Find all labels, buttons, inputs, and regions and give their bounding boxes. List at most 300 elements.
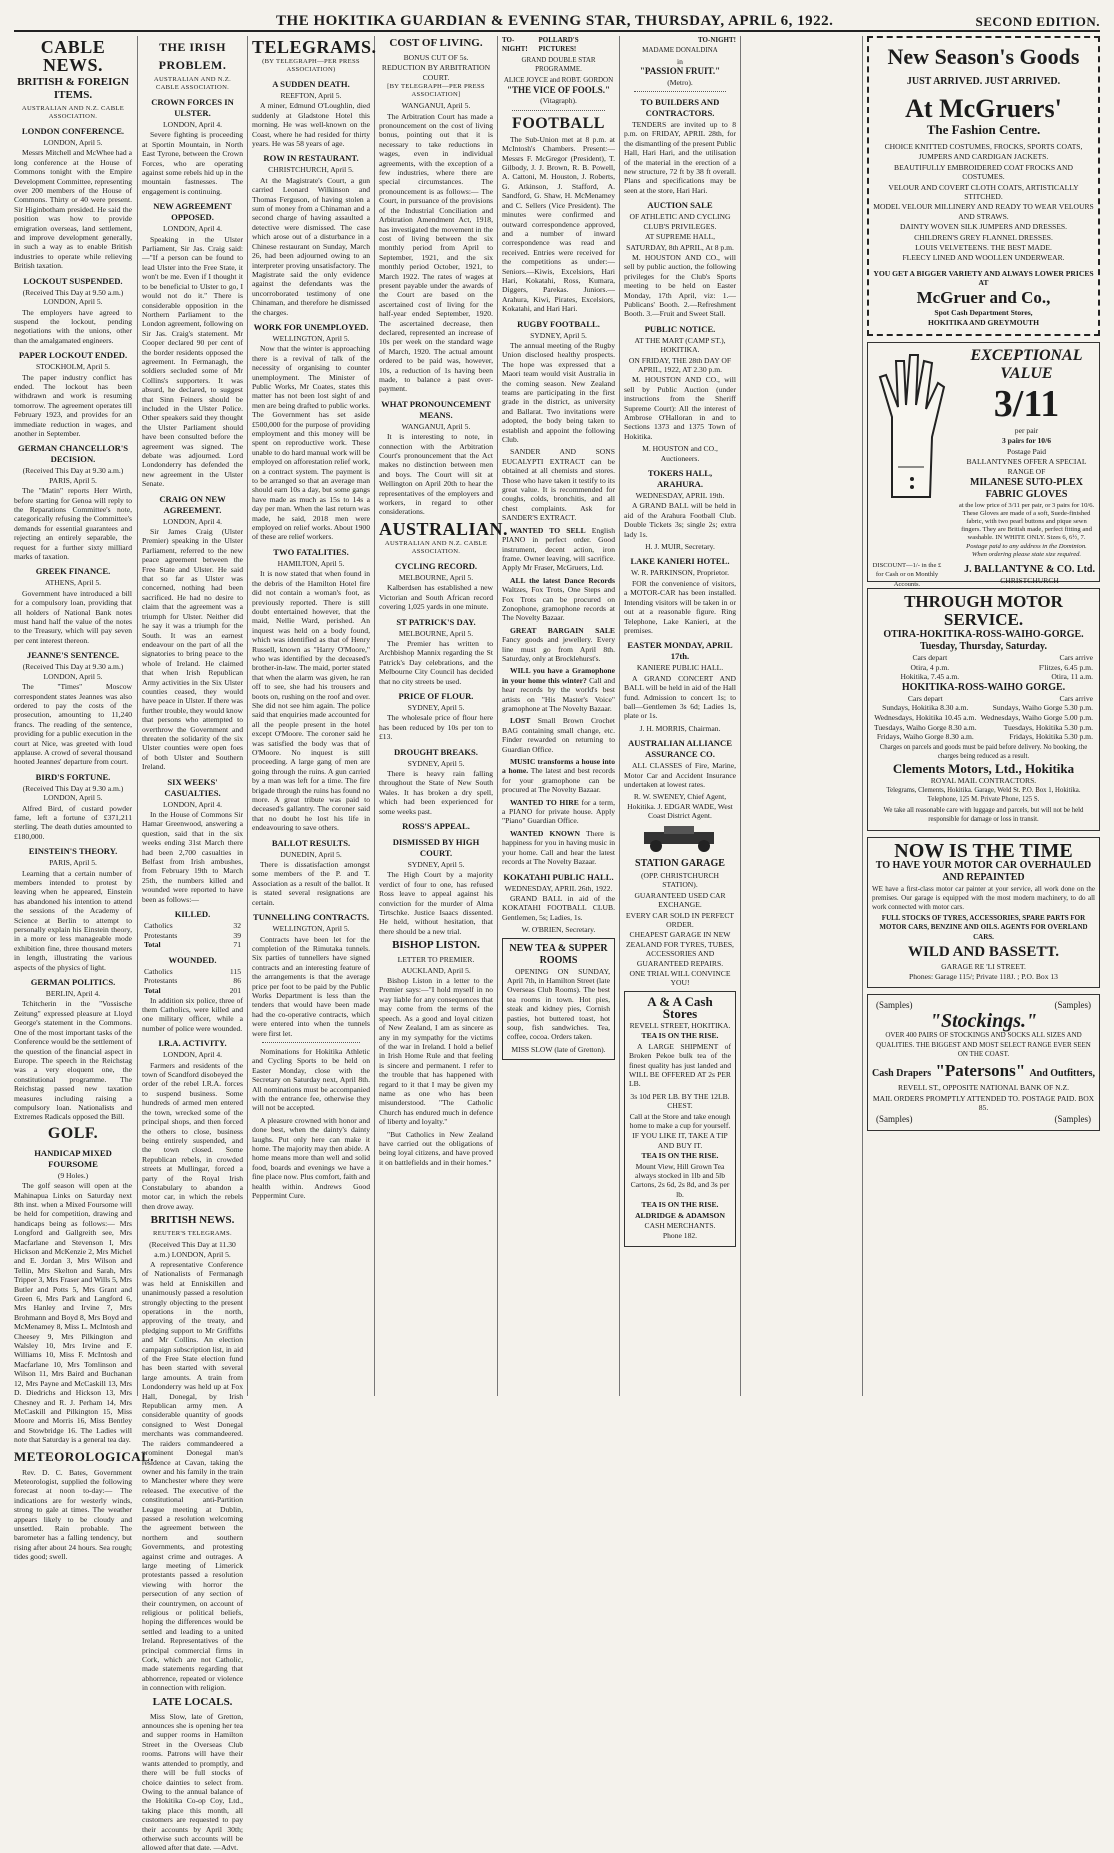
article-list [252, 79, 370, 1038]
article-title: CRAIG ON NEW AGREEMENT. [159, 493, 226, 515]
aa-sig: ALDRIDGE & ADAMSON [635, 1210, 725, 1220]
builders-body: TENDERS are invited up to 8 p.m. on FRIDAY, APRIL 28th, for the dismantling of the present Public Hall, Hari Hari, and the utilisation of the material in the erection of a new structure, 72 ft by 38 ft overall. Plans and specifications may be seen at the store, Hari Hari. [624, 120, 736, 195]
row-label: Catholics [144, 921, 173, 931]
article-body: Learning that a certain number of members intended to protest by leaving when he appeared, Einstein has abandoned his intention to attend the sessions of the Academy of Science at Berlin to attempt to personally explain his Einstein theory, in a more or less manageable mode exhibition fine, three thousand meters in length, illustrating the various aspects of the physics of light. [14, 868, 132, 972]
kokatahi-header: KOKATAHI PUBLIC HALL. [503, 871, 614, 882]
tea-rooms-header: NEW TEA & SUPPER ROOMS [509, 942, 608, 966]
glove-per: per pair [1014, 426, 1039, 435]
ad-body: The latest and best records for your gramophone can be procured at The Novelty Bazaar. [502, 766, 615, 795]
classified-ad [502, 716, 615, 754]
classified-ad [502, 798, 615, 826]
article-dateline: WANGANUI, April 5. [401, 421, 471, 431]
garage-line: EVERY CAR SOLD IN PERFECT ORDER. [625, 910, 735, 930]
aa-body: 3s 10d PER LB. BY THE 12LB. CHEST. [630, 1091, 730, 1111]
aa-cash-stores-ad [624, 991, 736, 1247]
section-subheader: BRITISH & FOREIGN ITEMS. [17, 76, 129, 101]
motor-route: OTIRA-HOKITIKA-ROSS-WAIHO-GORGE. [883, 629, 1084, 640]
public-notice-body: M. HOUSTON AND CO., will sell by Public Auction (under instructions from the Sheriff Supreme Court): All the interest of Ambrose O'Halloran in and to Sections 1373 and 1375 Town of Hokitika. [624, 375, 736, 441]
classified-ad [502, 576, 615, 623]
column-irish-problem [142, 36, 243, 1853]
article-dateline: (Received This Day at 9.30 a.m.) LONDON, April 5. [22, 783, 124, 803]
article-title: WHAT PRONOUNCEMENT MEANS. [381, 398, 491, 420]
article-title: TWO FATALITIES. [273, 546, 349, 557]
article-body: Bishop Liston in a letter to the Premier says:—"I hold myself in no way liable for any consequences that may come from the terms of the speech. As a good and loyal citizen of New Zealand, I am as sincere as any in my sympathy for the victims of the war in Ireland. I hold a belief in Irish Home Rule and that feeling is sincere and permanent. I refer to the trouble that has happened with regard to it that I may be given my name as one who has been misunderstood. "The Catholic Church has endured much in defence of liberty and loyalty." [379, 976, 493, 1127]
now-body: WE have a first-class motor car painter at your service, all work done on the premises. Our garage is equipped with the most modern machinery, to do all work connected with motor cars. [872, 884, 1095, 912]
row-label: Protestants [144, 976, 178, 986]
garage-sub: (OPP. CHRISTCHURCH STATION). [640, 871, 720, 890]
met-body: Rev. D. C. Bates, Government Meteorologist, supplied the following forecast at noon to-day:— The indications are for westerly winds, strong to gale at times. The weather appears likely to be cloudy and unsettled. Rain probable. The barometer has a falling tendency, but rising after about 24 hours. Sea rough; tides good; swell. [14, 1467, 132, 1562]
tokers-date: WEDNESDAY, APRIL 19th. [635, 491, 725, 501]
aa-header: A & A Cash Stores [647, 993, 713, 1021]
now-sub: TO HAVE YOUR MOTOR CAR OVERHAULED AND REPAINTED [875, 859, 1092, 883]
article-body: The High Court by a majority verdict of four to one, has refused Ross leave to appeal against his conviction for the murder of Alma Tirtschke. Justice Isaacs dissented. He held, without hesitation, that there should be a new trial. [379, 870, 493, 936]
table-row [872, 723, 1095, 733]
article-dateline: ATHENS, April 5. [44, 578, 102, 588]
easter-sig: J. H. MORRIS, Chairman. [639, 723, 721, 733]
stock-body: OVER 400 PAIRS OF STOCKINGS AND SOCKS ALL SIZES AND QUALITIES. THE BIGGEST AND MOST SELECT RANGE EVER SEEN ON THE COAST. [876, 1031, 1091, 1059]
article-body: "But Catholics in New Zealand have carried out the obligations of being loyal citizens, and have proved it on battlefields and in their homes." [379, 1129, 493, 1167]
motor-timetable [872, 653, 1095, 682]
golf-sub: (9 Holes.) [57, 1170, 89, 1180]
table-cell: Tuesdays, Hokitika 5.30 p.m. [1003, 722, 1093, 732]
agency-line: AUSTRALIAN AND N.Z. CABLE ASSOCIATION. [384, 539, 488, 555]
wild-phone: Phones: Garage 115/; Private 118J. ; P.O. Box 13 [909, 972, 1058, 982]
gorge-header: HOKITIKA-ROSS-WAIHO GORGE. [901, 681, 1066, 693]
tonight-label: TO-NIGHT! [698, 36, 736, 44]
auction-header: AUCTION SALE [647, 200, 713, 211]
article-body: Farmers and residents of the town of Scandford disobeyed the order of the rebel I.R.A. forces to suspend business. Some hundreds of armed men entered the town, wrecked some of the principal shops, and then forced the others to close, business being entirely suspended, and the town closed. Some Republican rebels, in crowded streets at Mullingar, forced a party of the Royal Irish Constabulary to abandon a motor car, in which the rebels then drove away. [142, 1060, 243, 1211]
article-dateline: DUNEDIN, April 5. [280, 849, 342, 859]
article-dateline: CHRISTCHURCH, April 5. [268, 165, 354, 175]
programme-line: GRAND DOUBLE STAR PROGRAMME. [521, 55, 596, 74]
classified-ad [502, 526, 615, 573]
table-cell: Sundays, Hokitika 8.30 a.m. [882, 703, 969, 713]
public-notice-header: PUBLIC NOTICE. [644, 323, 716, 334]
aa-body: IF YOU LIKE IT, TAKE A TIP AND BUY IT. [632, 1131, 728, 1150]
article-title: CYCLING RECORD. [394, 560, 478, 571]
agency-line: [BY TELEGRAPH—PER PRESS ASSOCIATION] [387, 83, 485, 99]
table-cell: Cars depart [907, 693, 943, 703]
glove-postage: Postage Paid [1006, 446, 1047, 456]
article-body: There is dissatisfaction amongst some members of the P. and T. Association as a result of the ballot. It is stated several resignations are certain. [252, 860, 370, 907]
towns: HOKITIKA AND GREYMOUTH [928, 318, 1039, 328]
article-title: JEANNE'S SENTENCE. [26, 650, 120, 661]
article-body: The wholesale price of flour here has been reduced by 10s per ton to £13. [379, 713, 493, 742]
article-title: CROWN FORCES IN ULSTER. [151, 97, 234, 118]
masthead [14, 6, 1100, 32]
article-title: A SUDDEN DEATH. [272, 79, 350, 89]
article-title: GREEK FINANCE. [35, 566, 111, 577]
film-title: "PASSION FRUIT." [639, 66, 721, 77]
article-body: It is interesting to note, in connection with the Arbitration Court's pronouncement that the Act makes no distinction between men and boys. The Court will sit at Wellington on April 20th to hear the representatives of the employers and workers, in regard to other considerations. [379, 432, 493, 517]
classified-ad [502, 829, 615, 867]
patersons-name: "Patersons" [935, 1061, 1026, 1081]
stock-item: FLEECY LINED AND WOOLLEN UNDERWEAR. [902, 253, 1065, 263]
table-cell: Hokitika, 7.45 a.m. [900, 672, 960, 682]
row-value: 39 [233, 930, 241, 940]
table-row [872, 672, 1095, 682]
table-row [142, 976, 243, 986]
column-display-ads [867, 36, 1100, 1396]
ad-lead: ALL the latest Dance Records [510, 575, 615, 585]
liston-sub: LETTER TO PREMIER. [397, 955, 475, 965]
stock-item: JUMPERS AND CARDIGAN JACKETS. [918, 152, 1049, 162]
alliance-body: ALL CLASSES of Fire, Marine, Motor Car and Accident Insurance undertaken at lowest rates. [624, 761, 736, 789]
easter-header: EASTER MONDAY, APRIL 17th. [627, 640, 733, 662]
advert-text: SANDER AND SONS EUCALYPTI EXTRACT can be obtained at all chemists and stores. Those who have taken it testify to its great value. It is recommended for coughs, colds, bronchitis, and all chest complaints. Ask for SANDER'S EXTRACT. [502, 447, 615, 523]
glove-discount: DISCOUNT—1/- in the £ for Cash or on Monthly Accounts. [872, 562, 942, 588]
liston-header: BISHOP LISTON. [392, 939, 480, 952]
outfitters: And Outfitters, [1029, 1068, 1095, 1080]
ad-body: English PIANO in perfect order. Good instrument, decent action, iron frame. Owner leaving, will sacrifice. Apply Mr Fraser, McGruers, Ltd. [502, 525, 615, 573]
aa-sub: REVELL STREET, HOKITIKA. [629, 1020, 731, 1030]
article-title: ROSS'S APPEAL. [402, 821, 470, 831]
ad-lead: WILL you have a Gramophone in your home this winter? [502, 666, 615, 685]
classified-ad [502, 626, 615, 664]
article-title: DISMISSED BY HIGH COURT. [392, 837, 480, 858]
gorge-timetable [872, 694, 1095, 742]
article-body: The "Matin" reports Herr Wirth, before starting for Genoa will reply to the Reparations Committee's note, categorically refusing the Committee's demands for essential guarantees and rejecting an entirely separable, the request for a further sixty milliard marks of taxation. [14, 486, 132, 562]
glove-price: 3/11 [993, 383, 1060, 425]
article-title: BIRD'S FORTUNE. [35, 771, 111, 782]
table-row [872, 653, 1095, 663]
column-cost-of-living [379, 36, 509, 1396]
agency-line: AUSTRALIAN AND N.Z. CABLE ASSOCIATION. [153, 76, 232, 91]
star-line: MADAME DONALDINA [642, 46, 718, 55]
auction-place: AT SUPREME HALL, [644, 232, 716, 242]
article-body: The annual meeting of the Rugby Union disclosed healthy prospects. The hope was expressed that a Maori team would visit Australia in the coming season. New Zealand teams are participating in the first grade in the district, as university and Ballarat. Two invitations were adopted, the body being taken to establish and appoint the following Club. [502, 340, 615, 445]
article-title: SIX WEEKS' CASUALTIES. [164, 776, 221, 798]
table-row [872, 694, 1095, 704]
section-sub: BONUS CUT OF 5s. [403, 53, 469, 62]
kaniere-header: LAKE KANIERI HOTEL. [630, 556, 730, 567]
aa-body: A LARGE SHIPMENT of Broken Pekoe bulk tea of the finest quality has just landed and WILL BE OFFERED AT 2s PER LB. [629, 1041, 731, 1089]
public-notice-date: ON FRIDAY, THE 28th DAY OF APRIL, 1922, AT 2.30 p.m. [628, 355, 732, 374]
newspaper-title: THE HOKITIKA GUARDIAN & EVENING STAR, THURSDAY, APRIL 6, 1922. [276, 13, 834, 29]
wounded-header: WOUNDED. [168, 954, 217, 965]
australian-header: AUSTRALIAN. [379, 518, 509, 539]
stock-item: VELOUR AND COVERT CLOTH COATS, ARTISTICALLY STITCHED. [888, 182, 1079, 202]
wounded-table [142, 967, 243, 996]
article-title: I.R.A. ACTIVITY. [158, 1038, 227, 1049]
section-header: CABLE NEWS. [40, 37, 106, 75]
ad-lead: LOST [510, 716, 531, 726]
table-row [142, 931, 243, 941]
article-dateline: (Received This Day at 9.50 a.m.) LONDON, April 5. [22, 287, 124, 307]
article-dateline: LONDON, April 4. [162, 1050, 223, 1060]
ad-body: There is happiness for you in having music in your home. Call and hear the latest records at The Novelty Bazaar. [502, 828, 616, 867]
mcgruers-ad [867, 36, 1100, 336]
ad-lead: WANTED TO SELL [510, 525, 586, 535]
table-cell: Fridays, Waiho Gorge 8.30 a.m. [876, 732, 974, 742]
article-body: Tchitcherin in the "Vossische Zeitung" expressed pleasure at Lloyd George's statement in the Commons. One of the most important tasks of the Conference would be the settlement of the question of the financial aspect in Europe. The speech in the Reichstag was a very eloquent one, the constitutional programme. The Reichstag passed new taxation measures including raising a compulsory loan. Nationalists and Extremes Radicals opposed the Bill. [14, 999, 132, 1122]
star-line: ALICE JOYCE and ROBT. GORDON [503, 75, 614, 84]
clements-sub: ROYAL MAIL CONTRACTORS. [930, 775, 1037, 785]
clements-contact: Telegrams, Clements, Hokitika. Garage, Weld St. P.O. Box 1, Hokitika. Telephone, 125 M. Private Phone, 125 S. [886, 786, 1081, 804]
glove-icon [872, 347, 952, 507]
golf-body: The golf season will open at the Mahinapua Links on Saturday next 8th inst. when a Mixed Foursome will be held for competition, drawing and handicaps being as follows:— Mrs Longford and Gallgreith see, Mrs Macfarlane and Stevenson I, Mrs Hickson and McKenzie 2, Mrs Michel and E. Jordan 3, Mrs Wilson and Tellin, Mrs Skelton and Sarah, Mrs Tripper 3, Mrs Fraser and Wills 5, Mrs Butler and Potts 5, Mrs Grant and Green 6, Mrs Park and Langford 6, Mrs Hanley and Irvine 7, Mrs Brohmann and Boyd 8, Mrs Boyd and McMenamey 8, Miss L. McIntosh and Cheesey 9, Mrs Pilkington and Walsley 10, Mrs Irvine and F. Williams 10, Miss F. McIntosh and Macfarlane 10, Mrs Tomlinson and Wilson 11, Mrs Baird and Buchanan 12, Mrs Payne and McCaskill 13, Mrs D. Diedrichs and Hickson 13, Mrs Chesney and R. J. Perham 14, Mrs McCaskill and Pilkington 15, Miss Moore and Morris 16, Miss Bentley and Stowbridge 16. The Ladies will note that Saturday is a general tea day. [14, 1181, 132, 1445]
tea-rooms-ad [502, 938, 615, 1061]
tonight-label: TO-NIGHT! [502, 36, 528, 54]
article-dateline: SYDNEY, April 5. [407, 860, 465, 869]
section-header: TELEGRAMS. [252, 37, 377, 57]
article-title: BALLOT RESULTS. [271, 837, 351, 848]
article-title: LOCKOUT SUSPENDED. [23, 275, 123, 286]
samples-label: (Samples) [876, 1113, 913, 1124]
table-cell: Otira, 11 a.m. [1051, 672, 1093, 682]
gorge-note: Charges on parcels and goods must be paid before delivery. No booking, the charges being reduced as a result. [879, 743, 1088, 761]
tea-rooms-body: OPENING ON SUNDAY, April 7th, in Hamilton Street (late Overseas Club Rooms). The best tea rooms in town. Hot pies, steak and kidney pies, Cornish pasties, hot buttered toast, hot soup, fish sandwiches. Tea, coffee, cocoa. Orders taken. [507, 966, 610, 1042]
wild-name: WILD AND BASSETT. [907, 944, 1060, 961]
film-title: "THE VICE OF FOOLS." [506, 85, 610, 96]
aa-phone: Phone 182. [662, 1231, 698, 1241]
article-body: The employers have agreed to suspend the lockout, pending negotiations with the unions, other than the amalgamated engineers. [14, 307, 132, 345]
glove-title: MILANESE SUTO-PLEX FABRIC GLOVES [970, 477, 1083, 501]
row-value: 86 [233, 976, 241, 986]
article-dateline: MELBOURNE, April 5. [398, 628, 474, 638]
article-body: A representative Conference of Nationalists of Fermanagh was held at Enniskillen and unanimously passed a resolution strongly objecting to the present operations in the north, approving of the treaty, and pledging support to Mr Griffiths and Mr Collins. An election campaign subscription list, in aid of the Free State election fund has been started with several large amounts. A train from Londonderry was held up at Fox Hall, Donegal, by Irish Republican army men. A considerable quantity of goods consigned to West Donegal merchants was commandeered. The raiders commandeered a prominent Donegal man's residence at Cavan, taking the owner and his family in the train to Manchester where they were released. The executive of the constitutional anti-Partition League meeting at Dublin, passed a resolution welcoming the agreement between the northern and southern Governments, and protesting against crime and outrages. A large meeting of Limerick protestants passed a resolution viewing with horror the persecution of any section of their countrymen, on account of religious or political beliefs, hoping the differences would be settled and leading to a united Ireland. Representatives of the principal commercial firms in Cork, which are not Catholic, made statements regarding that abhorrence, repeated or violence in connection with religion. [142, 1259, 243, 1693]
table-cell: Cars arrive [1059, 653, 1093, 662]
killed-table [142, 921, 243, 950]
article-dateline: AUCKLAND, April 5. [401, 965, 471, 975]
alliance-sig: R. W. SWENEY, Chief Agent, Hokitika. J. EDGAR WADE, West Coast District Agent. [627, 792, 733, 821]
article-body: Severe fighting is proceeding at Sportin Mountain, in North East Tyrone, between the Crown Forces, who are operating against some rebels hid up in the mountain fastnesses. The engagement is continuing. [142, 130, 243, 196]
late-locals-header: LATE LOCALS. [152, 1695, 233, 1708]
row-value: 32 [233, 921, 241, 931]
section-header: COST OF LIVING. [389, 37, 483, 49]
cinema-name: POLLARD'S PICTURES! [538, 36, 579, 54]
alliance-header: AUSTRALIAN ALLIANCE ASSURANCE CO. [628, 738, 732, 760]
article-body: Sir James Craig (Ulster Premier) speaking in the Ulster Parliament, referred to the new peace agreement between the Free State and Ulster. He said that so far as Ulster was concerned, nothing had been sacrificed. He had no desire to claim that the agreement was a triumph for Ulster. Neither did he say it was a triumph for the South. It was an earnest endeavour on the part of all the signatories to bring peace to the whole of Ireland. He claimed that when Irish Republican Army activities in the Six Ulster counties ceased, they would have peace in Ulster. If there was further trouble, they would know that persons who attempted to overthrow the Government and threaten the solidarity of the six Ulster counties were open foes of both Ulster and Southern Ireland. [142, 527, 243, 772]
now-header: NOW IS THE TIME [894, 839, 1073, 862]
film-studio: (Vitagraph). [540, 96, 577, 106]
glove-firm: J. BALLANTYNE & CO. Ltd. [964, 564, 1095, 576]
stock-item: LOUIS VELVETEENS. THE BEST MADE. [915, 243, 1052, 253]
stock-item: MODEL VELOUR MILLINERY AND READY TO WEAR VELOURS AND STRAWS. [873, 202, 1094, 221]
article-body: Kalberdsen has established a new Victorian and South African record covering 1,025 yards in one minute. [379, 583, 493, 612]
ad-body: Small Brown Crochet BAG containing small change, etc. Finder rewarded on returning to Guardian Office. [502, 716, 615, 754]
kaniere-body: FOR the convenience of visitors, a MOTOR-CAR has been installed. Intending visitors will be taken in or out at a reasonable figure. Ring Telephone, Lake Kanieri, at the premises. [624, 578, 736, 635]
motor-header: THROUGH MOTOR SERVICE. [904, 592, 1063, 629]
agency-line: REUTER'S TELEGRAMS. [153, 1230, 232, 1238]
samples-label: (Samples) [1054, 1113, 1091, 1124]
article-body: The Arbitration Court has made a pronouncement on the cost of living bonus, pointing out that it is necessary to take reductions in wages, even in individual agreements, with the exception of a few industries, where there are special circumstances. The pronouncement is as follows:— The Court, in pursuance of the provisions of the Industrial Conciliation and Arbitration Amendment Act, 1918, has investigated the movement in the cost of living between the six monthly period from April to September, 1921, and the six monthly period October, 1921, to March 1922. The rates of wages at present payable under the awards of the Court are based on the ascertained cost of living for the half-year ended September, 1920. The ascertained decrease, then declared, represented an increase of 10s per week on the standard wage of March, 1920. The actual amount ordered to be paid was, however, 10s, a reduction of 1s having been made, to balance a past over-payment. [379, 111, 493, 394]
article-dateline: SYDNEY, April 5. [530, 330, 587, 340]
article-body: At the Magistrate's Court, a gun carried Leonard Wilkinson and Thomas Ferguson, of having stolen a sum of money from a Chinaman and a second charge of having assaulted a detective were dismissed. The case which arose out of a disturbance in a Chinese restaurant on Sunday, March 26, had been adjourned owing to an interpreter proving unsatisfactory. The Magistrate said the only evidence against the defendants was the uncorroborated testimony of one Chinaman, and therefore he dismissed the charges. [252, 175, 370, 317]
public-notice-place: AT THE MART (CAMP ST.), HOKITIKA. [634, 335, 726, 355]
total-value: 71 [233, 940, 241, 950]
column-rule [247, 36, 248, 1396]
article-title: EINSTEIN'S THEORY. [28, 846, 118, 857]
table-row [142, 940, 243, 950]
golf-header: GOLF. [47, 1124, 99, 1142]
agency-line: AUSTRALIAN AND N.Z. CABLE ASSOCIATION. [21, 105, 125, 120]
garage-line: ONE TRIAL WILL CONVINCE YOU! [629, 969, 731, 988]
kokatahi-body: GRAND BALL in aid of the KOKATAHI FOOTBALL CLUB. Gentlemen, 5s; Ladies, 1s. [502, 893, 615, 922]
advert-text: A pleasure crowned with honor and done best, when the dainty's dainty laughs. Put only here can make it home. The majority may then abide. A home means more than well and solid food, boards and evenings we have a fine place now. Plus comfort, faith and health within. Andrews Good Peppermint Cure. [252, 1115, 370, 1201]
now-items: FULL STOCKS OF TYRES, ACCESSORIES, SPARE PARTS FOR MOTOR CARS, BENZINE AND OILS. AGENTS FOR OVERLAND CARS. [879, 913, 1088, 941]
table-cell: Cars arrive [1059, 693, 1093, 703]
article-title: DROUGHT BREAKS. [394, 746, 478, 757]
ad-lead: GREAT BARGAIN SALE [510, 625, 615, 635]
ad-lead: WANTED KNOWN [510, 828, 580, 838]
section-sub: REDUCTION BY ARBITRATION COURT. [381, 63, 491, 82]
cinema-topline [502, 36, 615, 55]
wild-bassett-ad [867, 837, 1100, 988]
table-cell: Fridays, Hokitika 5.30 p.m. [1009, 732, 1093, 742]
article-dateline: LONDON, April 4. [162, 516, 223, 526]
spot-cash: Spot Cash Department Stores, [934, 307, 1033, 317]
article-list [142, 97, 243, 904]
arrived-line: JUST ARRIVED. JUST ARRIVED. [906, 76, 1061, 87]
article-list [14, 126, 132, 1122]
classified-ad [502, 666, 615, 713]
row-label: Catholics [144, 966, 173, 976]
samples-label: (Samples) [876, 999, 913, 1010]
glove-pairs: 3 pairs for 10/6 [1001, 436, 1051, 446]
classified-ads [502, 526, 615, 867]
cash-drapers: Cash Drapers [872, 1068, 932, 1080]
garage-line: CHEAPEST GARAGE IN NEW ZEALAND FOR TYRES, TUBES, ACCESSORIES AND GUARANTEED REPAIRS. [626, 930, 734, 968]
table-cell: Wednesdays, Hokitika 10.45 a.m. [874, 712, 977, 722]
tokers-body: A GRAND BALL will be held in aid of the Arahura Football Club. Double Tickets 3s; single 2s; extra lady 1s. [624, 501, 736, 539]
ballantyne-glove-ad [867, 342, 1100, 588]
aa-body: Mount View, Hill Grown Tea always stocked in 1lb and 5lb Cartons, 2s 6d, 2s 8d, and 3s per lb. [630, 1161, 730, 1199]
patersons-ad [867, 994, 1100, 1131]
kokatahi-date: WEDNESDAY, APRIL 26th, 1922. [504, 883, 613, 893]
auction-date: SATURDAY, 8th APRIL, At 8 p.m. [626, 242, 734, 252]
article-dateline: SYDNEY, April 5. [407, 758, 465, 768]
stockings-heading: "Stockings." [929, 1010, 1038, 1033]
met-header: METEOROLOGICAL. [14, 1448, 155, 1464]
variety-line: YOU GET A BIGGER VARIETY AND ALWAYS LOWER PRICES AT [873, 268, 1094, 288]
classified-ad [502, 757, 615, 795]
table-cell: Tuesdays, Waiho Gorge 8.30 a.m. [874, 722, 977, 732]
public-notice-sig: M. HOUSTON and CO., Auctioneers. [642, 444, 718, 463]
article-title: WORK FOR UNEMPLOYED. [253, 321, 369, 332]
table-row [142, 967, 243, 977]
article-body: Government have introduced a bill for a compulsory loan, providing that all holders of National Bank notes must hand half the value of the notes to the Treasury, which will pay seven per cent interest thereon. [14, 588, 132, 645]
article-dateline: WELLINGTON, April 5. [272, 333, 350, 343]
mcgruers-heading: At McGruers' [905, 94, 1062, 123]
table-cell: F'litzes, 6.45 p.m. [1038, 662, 1093, 672]
column-rule [374, 36, 375, 1396]
article-dateline: LONDON, April 4. [162, 799, 223, 809]
article-title: GERMAN POLITICS. [30, 977, 116, 988]
nominations-notice: Nominations for Hokitika Athletic and Cycling Sports to be held on Easter Monday, close with the Secretary on Saturday next, April 8th. All nominations must be accompanied with the entrance fee, otherwise they will not be accepted. [252, 1046, 370, 1113]
article-dateline: HAMILTON, April 5. [277, 558, 345, 568]
glove-head: EXCEPTIONAL [970, 347, 1083, 364]
article-body: In addition six police, three of them Catholics, were killed and one military officer, while a number of police were wounded. [142, 995, 243, 1033]
glove-offer: BALLANTYNES OFFER A SPECIAL RANGE OF [966, 457, 1087, 476]
glove-body: at the low price of 3/11 per pair, or 3 pairs for 10/6. These Gloves are made of a soft, Suede-finished fabric, with two pearl buttons and pique sewn fingers. They are British made, perfect fitting and washable. IN WHITE ONLY. Sizes 6, 6½, 7. [958, 502, 1095, 542]
article-title: PAPER LOCKOUT ENDED. [18, 350, 128, 361]
article-dateline: LONDON, April 4. [162, 224, 223, 234]
article-title: TUNNELLING CONTRACTS. [252, 912, 370, 923]
glove-city: CHRISTCHURCH [1000, 576, 1059, 586]
article-body: Miss Slow, late of Gretton, announces she is opening her tea and supper rooms in Hamilton Street in the Overseas Club rooms. Patrons will have their wants attended to promptly, and there will be full stocks of choice dainties to select from. Owing to the annual balance of the Hokitika Co-op Coy, Ltd., taking place this month, all customers are requested to pay their accounts by April 30th; otherwise such accounts will be allowed after that date. —Advt. [142, 1711, 243, 1853]
article-dateline: MELBOURNE, April 5. [398, 572, 474, 582]
stock-item: BEAUTIFULLY EMBROIDERED COAT FROCKS AND COSTUMES. [894, 162, 1073, 182]
glove-head: VALUE [1000, 365, 1053, 382]
table-cell: Cars depart [912, 653, 948, 662]
article-body: The Sub-Union met at 8 p.m. at McIntosh's Chambers. Present:—Messrs F. McGregor (President), T. Gilbody, J. J. Brown, R. B. Powell, A. Cattoni, M. Houston, J. Roberts, G. Atkinson, J. Stafford, A. Sandford, G. Shaw, H. McMenamey and C. Sellers (Vice President). The minutes were confirmed and outward correspondence approved, and a number of inward correspondence was read and received. Entries were received for the competitions as under:— Seniors.—Kiwis, Excelsiors, Hari Hari, Kokatahi, Ross, Kumara, Diggers, Parekas. Juniors.—Arahura, Kiwi, Pirates, Excelsiors, Kokatahi, and Hari Hari. [502, 134, 615, 314]
ad-body: Waltzes, Fox Trots, One Steps and Fox Trots can be procured on Zonophone, gramophone records at The Novelty Bazaar. [502, 585, 615, 623]
tokers-sig: H. J. MUIR, Secretary. [645, 542, 715, 552]
stock-item: CHILDREN'S GREY FLANNEL DRESSES. [914, 232, 1053, 242]
column-rule [619, 36, 620, 1396]
column-notices [624, 36, 736, 1396]
column-rule [137, 36, 138, 1396]
rugby-header: RUGBY FOOTBALL. [517, 318, 600, 329]
easter-sub: KANIERE PUBLIC HALL. [636, 663, 724, 673]
wild-sub: GARAGE RE 'LI STREET. [941, 962, 1026, 972]
garage-header: STATION GARAGE [635, 858, 725, 869]
column-rule [497, 36, 498, 1396]
article-dateline: BERLIN, April 4. [45, 989, 101, 999]
british-header: BRITISH NEWS. [150, 1214, 235, 1227]
ad-body: Fancy goods and jewellery. Every line must go from April 8th. Saturday, only at Brocklehurst's. [502, 635, 615, 663]
article-dateline: LONDON, April 4. [162, 120, 223, 129]
fashion-centre: The Fashion Centre. [926, 122, 1041, 137]
agency-line: (BY TELEGRAPH—PER PRESS ASSOCIATION) [262, 58, 360, 73]
article-dateline: (Received This Day at 11.30 a.m.) LONDON, April 5. [149, 1240, 236, 1259]
article-body: In the House of Commons Sir Hamar Greenwood, answering a question, said that in the six weeks ending 31st March there had been 2,700 casualties in Belfast from Irish ambushes, from February 19th to March 25th, the numbers killed and wounded were reported to have been as follows:— [142, 810, 243, 904]
article-dateline: REEFTON, April 5. [280, 91, 342, 100]
article-title: NEW AGREEMENT OPPOSED. [153, 201, 232, 223]
article-body: Messrs Mitchell and McWhee had a long conference at the House of Commons tonight with the Empire Development Committee, representing over 200 members of the House of Commons. Thirty or 40 were present. Sir Higinbotham presided. He said the position was how to provide emigration overseas, land settlement, and improve development generally, in such a way as to enable British industries to operate while relieving British taxation. [14, 148, 132, 271]
total-value: 201 [229, 986, 241, 996]
article-title: ST PATRICK'S DAY. [396, 616, 476, 627]
total-label: Total [144, 940, 161, 950]
ad-lead: WANTED TO HIRE [510, 797, 579, 807]
tea-rooms-sig: MISS SLOW (late of Gretton). [511, 1044, 606, 1054]
article-body: There is heavy rain falling throughout the State of New South Wales. It has broken a dry spell, which had been experienced for some weeks past. [379, 768, 493, 816]
aa-tea: TEA IS ON THE RISE. [641, 1031, 719, 1041]
killed-header: KILLED. [174, 909, 211, 920]
aa-body: Call at the Store and take enough home to make a cup for yourself. [629, 1111, 731, 1130]
section-header: THE IRISH PROBLEM. [158, 40, 227, 72]
aa-tea: TEA IS ON THE RISE. [641, 1200, 719, 1210]
article-dateline: (Received This Day at 9.30 a.m.) PARIS, April 5. [22, 466, 124, 485]
garage-line: GUARANTEED USED CAR EXCHANGE. [634, 890, 726, 910]
row-value: 115 [229, 966, 241, 976]
auction-sub: OF ATHLETIC AND CYCLING CLUB'S PRIVILEGES. [629, 212, 731, 231]
kokatahi-sig: W. O'BRIEN, Secretary. [521, 925, 596, 935]
article-dateline: STOCKHOLM, April 5. [35, 362, 111, 372]
article-body: The Premier has written to Archbishop Mannix regarding the St Patrick's Day celebrations, and the Melbourne City Council has decided that no city streets be used. [379, 638, 493, 686]
table-cell: Wednesdays, Waiho Gorge 5.00 p.m. [980, 712, 1093, 722]
aa-sig: CASH MERCHANTS. [644, 1221, 716, 1230]
kaniere-owner: W. R. PARKINSON, Proprietor. [631, 568, 729, 578]
article-dateline: LONDON, April 5. [43, 138, 103, 147]
article-body: Speaking in the Ulster Parliament, Sir Jas. Craig said:—"If a person can be found to lead Ulster into the Free State, it won't be me. Even if I thought it to be beneficial to Ulster to go, I would not do it." There is considerable opposition in the Northern Parliament to the London agreement, following on Sir Jas. Craig's statement. Mr Cooper declared 90 per cent of the border residents opposed the agreement. In Fermanagh, the soldiers secluded some of Mr Collins's supporters. It was absurd, he declared, to suggest that Sinn Feiners should be included in the Ulster Police. Other speakers said they thought the Ulster Parliament should have been consulted before the agreement was signed. The debate was adjourned. Lord Londonderry has defended the new agreement in the Ulster Senate. [142, 234, 243, 489]
article-body: Contracts have been let for the completion of the Rimutaka tunnels. Six parties of tunnellers have signed contracts and an interesting feature of the arrangements is that the average price per foot to be paid by the Public Works Department is less than the tenders that would have been made had the co-operative contracts, which were entered into when the tunnels were first let. [252, 934, 370, 1038]
stock-item: DAINTY WOVEN SILK JUMPERS AND DRESSES. [899, 222, 1068, 232]
motor-days: Tuesday, Thursday, Saturday. [919, 641, 1047, 652]
article-body: Alfred Bird, of custard powder fame, left a fortune of £371,211 sterling. The death duties amounted to £180,000. [14, 803, 132, 841]
ad-body: Call and hear records by the world's best artists on "His Master's Voice" gramophone at The Novelty Bazaar. [502, 675, 615, 713]
article-title: PRICE OF FLOUR. [398, 690, 474, 701]
samples-label: (Samples) [1054, 999, 1091, 1010]
motor-car-illustration [624, 822, 736, 856]
glove-postpaid: Postage paid to any address in the Dominion. When ordering please state size required. [966, 543, 1087, 559]
row-label: Protestants [144, 930, 178, 940]
article-title: LONDON CONFERENCE. [21, 126, 125, 136]
article-body: The "Times" Moscow correspondent states Jeannes was also ordered to pay the costs of the prosecution, amounting to 11,240 francs. The reading of the sentence, providing for a public execution in the court at Nice, was greeted with loud applause. A crowd of several thousand hooted Jeannes' departure from court. [14, 682, 132, 767]
article-dateline: (Received This Day at 9.30 a.m.) LONDON, April 5. [22, 662, 124, 681]
column-rule [862, 36, 863, 1396]
